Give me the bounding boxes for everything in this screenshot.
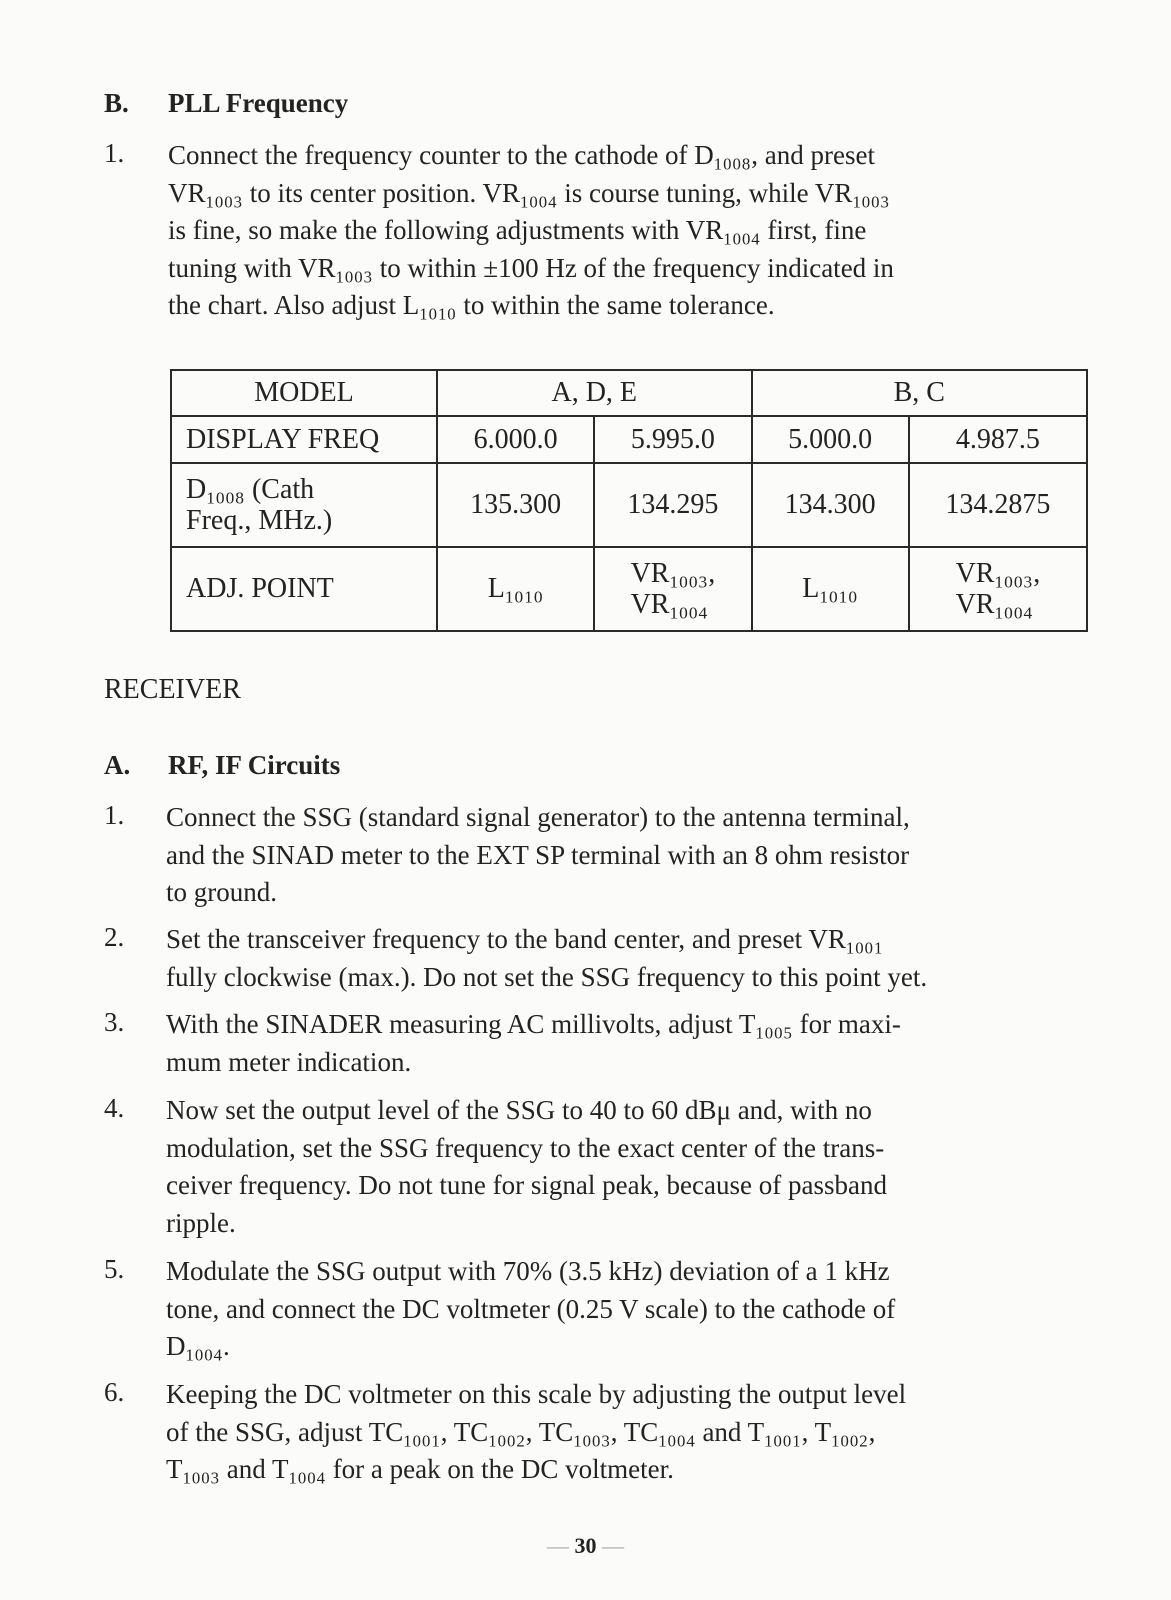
rx-step-number: 4. — [104, 1093, 125, 1123]
text-line: ceiver frequency. Do not tune for signal peak, because of passband — [166, 1170, 887, 1200]
adj-point-label: ADJ. POINT — [171, 547, 437, 631]
text-line: $T_{1003}$ and $T_{1004}$ for a peak on the DC voltmeter. — [166, 1454, 674, 1488]
page-number — [0, 1533, 1171, 1559]
text-line: to ground. — [166, 877, 277, 907]
text-line: $D_{1004}$. — [166, 1331, 230, 1365]
text-line: of the SSG, adjust $TC_{1001}$, $TC_{1002}$, $TC_{1003}$, $TC_{1004}$ and $T_{1001}$, $T_{1002}$, — [166, 1416, 876, 1450]
receiver-heading: RECEIVER — [104, 674, 241, 705]
text-line: and the SINAD meter to the EXT SP terminal with an 8 ohm resistor — [166, 839, 910, 870]
text-line: ripple. — [166, 1207, 236, 1238]
text-line: the chart. Also adjust $L_{1010}$ to within the same tolerance. — [168, 290, 775, 324]
table-cell: $VR_{1003}$, $VR_{1004}$ — [909, 547, 1087, 631]
text-line: Connect the SSG (standard signal generator) to the antenna terminal, — [166, 802, 910, 832]
text-line: mum meter indication. — [166, 1046, 412, 1077]
table-cell: 134.295 — [594, 463, 751, 547]
text-line: fully clockwise (max.). Do not set the SSG frequency to this point yet. — [166, 961, 928, 992]
group-ade-header: A, D, E — [437, 370, 752, 416]
table-row — [171, 370, 1087, 416]
section-a-letter: A. — [104, 750, 131, 780]
table-row — [171, 547, 1087, 631]
text-line: $VR_{1003}$ to its center position. $VR_{1004}$ is course tuning, while $VR_{1003}$ — [168, 177, 890, 211]
text-line: Connect the frequency counter to the cathode of $D_{1008}$, and preset — [168, 140, 875, 174]
table-row — [171, 416, 1087, 463]
cathode-freq-label: $D_{1008}$ (Cath Freq., MHz.) — [171, 463, 437, 547]
page-dash-right: — — [602, 1533, 624, 1558]
table-cell: 135.300 — [437, 463, 594, 547]
rx-step-2-text — [166, 921, 1080, 996]
text-line: is fine, so make the following adjustments with $VR_{1004}$ first, fine — [168, 215, 867, 249]
text-line: tuning with $VR_{1003}$ to within ±100 Hz of the frequency indicated in — [168, 252, 894, 286]
rx-step-number: 5. — [104, 1254, 125, 1284]
rx-step-number: 1. — [104, 800, 125, 830]
text-line: Modulate the SSG output with 70% (3.5 kHz) deviation of a 1 kHz — [166, 1256, 890, 1286]
text-line: Keeping the DC voltmeter on this scale by adjusting the output level — [166, 1379, 907, 1409]
pll-step-number: 1. — [104, 138, 125, 168]
rx-step-3-text — [166, 1006, 1080, 1081]
model-header-cell: MODEL — [171, 370, 437, 416]
rx-step-number: 6. — [104, 1377, 125, 1407]
section-b-title: PLL Frequency — [168, 88, 349, 118]
text-line: tone, and connect the DC voltmeter (0.25 V scale) to the cathode of — [166, 1293, 896, 1324]
pll-frequency-table — [170, 369, 1088, 632]
table-cell: $L_{1010}$ — [752, 547, 909, 631]
text-line: modulation, set the SSG frequency to the exact center of the trans- — [166, 1132, 885, 1163]
table-cell: $VR_{1003}$, $VR_{1004}$ — [594, 547, 751, 631]
section-b-letter: B. — [104, 88, 129, 118]
pll-step-1-text — [168, 137, 1081, 325]
page-number-value: 30 — [574, 1533, 597, 1558]
text-line: Set the transceiver frequency to the band center, and preset $VR_{1001}$ — [166, 924, 884, 958]
rx-step-number: 2. — [104, 922, 125, 952]
text-line: Now set the output level of the SSG to 40 to 60 dBμ and, with no — [166, 1095, 872, 1125]
rx-step-6-text — [166, 1376, 1080, 1489]
section-a-title: RF, IF Circuits — [168, 750, 341, 780]
display-freq-label: DISPLAY FREQ — [171, 416, 437, 463]
rx-step-number: 3. — [104, 1007, 125, 1037]
rx-step-5-text — [166, 1253, 1080, 1366]
table-cell: 5.000.0 — [752, 416, 909, 463]
table-cell: 6.000.0 — [437, 416, 594, 463]
table-cell: 5.995.0 — [594, 416, 751, 463]
rx-step-4-text — [166, 1092, 1080, 1242]
text-line: With the SINADER measuring AC millivolts, adjust $T_{1005}$ for maxi- — [166, 1009, 901, 1043]
table-cell: 4.987.5 — [909, 416, 1087, 463]
group-bc-header: B, C — [752, 370, 1088, 416]
table-cell: 134.300 — [752, 463, 909, 547]
table-row — [171, 463, 1087, 547]
page-dash-left: — — [547, 1533, 569, 1558]
table-cell: $L_{1010}$ — [437, 547, 594, 631]
rx-step-1-text — [166, 799, 1080, 912]
table-cell: 134.2875 — [909, 463, 1087, 547]
